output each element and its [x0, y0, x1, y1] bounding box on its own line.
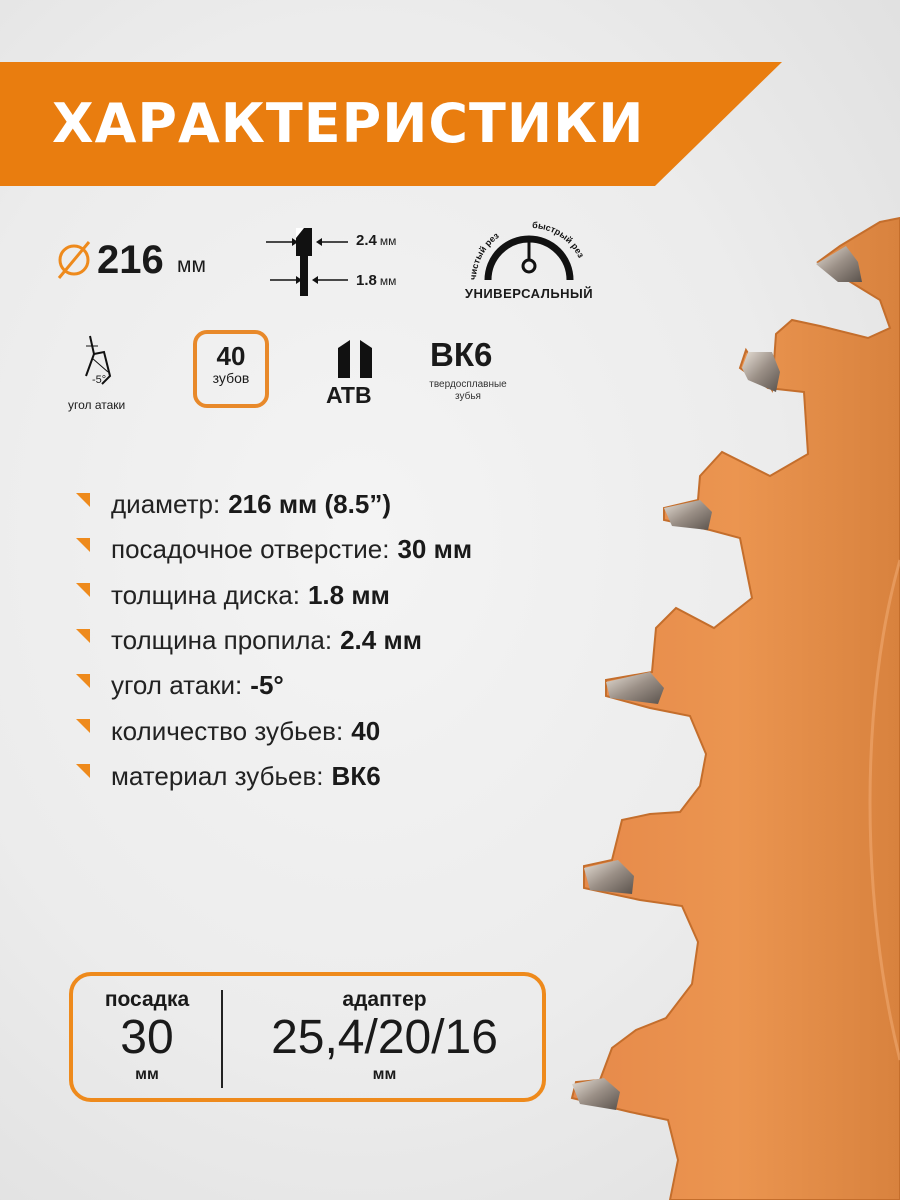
adapter-section	[223, 988, 546, 1084]
attack-angle-value: -5°	[92, 374, 107, 386]
teeth-count-badge	[193, 330, 269, 408]
bore-unit: мм	[135, 1066, 159, 1083]
spec-item-angle: угол атаки: -5°	[76, 663, 472, 708]
spec-item-thickness: толщина диска: 1.8 мм	[76, 573, 472, 618]
cut-type-label: УНИВЕРСАЛЬНЫЙ	[464, 286, 594, 301]
diameter-value: 216	[97, 238, 164, 282]
bullet-marker-icon	[76, 538, 90, 552]
adapter-caption: адаптер	[342, 988, 427, 1011]
bullet-marker-icon	[76, 674, 90, 688]
material-code: ВК6	[430, 336, 493, 373]
bore-caption: посадка	[104, 988, 190, 1011]
diameter-symbol-icon	[56, 240, 92, 280]
bore-value: 30	[120, 1011, 174, 1064]
kerf-bottom-label: 1.8 мм	[356, 272, 397, 289]
page-title: ХАРАКТЕРИСТИКИ	[52, 92, 645, 155]
spec-item-diameter: диаметр: 216 мм (8.5”)	[76, 482, 472, 527]
attack-angle-label: угол атаки	[68, 398, 126, 412]
bullet-marker-icon	[76, 629, 90, 643]
cut-left-label: чистый рез	[467, 230, 501, 281]
bullet-marker-icon	[76, 583, 90, 597]
adapter-unit: мм	[372, 1066, 397, 1083]
spec-item-kerf: толщина пропила: 2.4 мм	[76, 618, 472, 663]
kerf-top-label: 2.4 мм	[356, 232, 397, 249]
adapter-value: 25,4/20/16	[271, 1011, 498, 1064]
spec-item-teeth: количество зубьев: 40	[76, 708, 472, 753]
bore-section	[73, 988, 221, 1084]
kerf-profile-icon	[262, 222, 354, 298]
cut-right-label: быстрый рез	[531, 219, 587, 260]
diameter-unit: мм	[177, 254, 206, 277]
bore-info-box	[69, 972, 546, 1102]
spec-item-bore: посадочное отверстие: 30 мм	[76, 527, 472, 572]
spec-list	[76, 482, 472, 799]
cut-speed-gauge-icon	[466, 218, 592, 288]
bullet-marker-icon	[76, 764, 90, 778]
atb-label: ATB	[326, 382, 372, 408]
material-subtitle: твердосплавные зубья	[429, 379, 507, 402]
spec-item-material: материал зубьев: ВК6	[76, 754, 472, 799]
bullet-marker-icon	[76, 719, 90, 733]
atb-teeth-icon	[334, 338, 376, 380]
teeth-word: зубов	[212, 370, 250, 386]
teeth-count: 40	[216, 341, 246, 371]
bullet-marker-icon	[76, 493, 90, 507]
